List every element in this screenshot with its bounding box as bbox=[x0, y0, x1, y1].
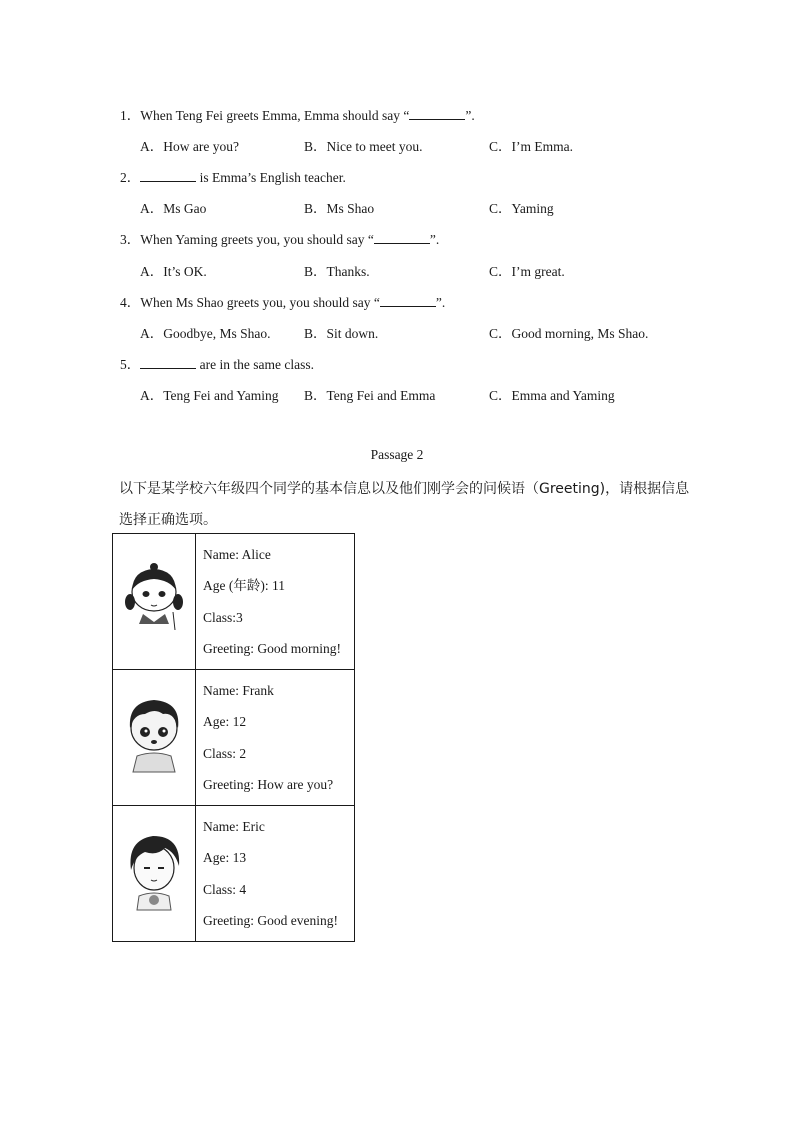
passage-intro-line-1: 以下是某学校六年级四个同学的基本信息以及他们刚学会的问候语（Greeting)，请根据信息 bbox=[119, 481, 690, 497]
option-a: A．Ms Gao bbox=[140, 201, 207, 216]
option-c: C．Good morning, Ms Shao. bbox=[489, 326, 649, 341]
answer-blank bbox=[374, 232, 430, 244]
student-age: Age: 13 bbox=[203, 850, 247, 866]
student-info-cell bbox=[196, 534, 355, 670]
question-5: 5． are in the same class. bbox=[120, 357, 314, 372]
option-b: B．Thanks. bbox=[304, 264, 370, 279]
boy-swept-hair-avatar-icon bbox=[119, 824, 189, 924]
student-class: Class:3 bbox=[203, 609, 243, 625]
answer-blank bbox=[409, 108, 465, 120]
option-c: C．Emma and Yaming bbox=[489, 388, 615, 403]
option-a: A．Goodbye, Ms Shao. bbox=[140, 326, 271, 341]
question-1: 1．When Teng Fei greets Emma, Emma should say “ ”. bbox=[120, 108, 475, 123]
option-a: A．It’s OK. bbox=[140, 264, 207, 279]
student-name: Name: Alice bbox=[203, 547, 271, 562]
student-name: Name: Eric bbox=[203, 819, 265, 834]
option-a: A．How are you? bbox=[140, 139, 239, 154]
option-c: C．Yaming bbox=[489, 201, 554, 216]
student-name: Name: Frank bbox=[203, 683, 274, 698]
option-c: C．I’m great. bbox=[489, 264, 565, 279]
question-4: 4．When Ms Shao greets you, you should say “ ”. bbox=[120, 295, 446, 310]
option-c: C．I’m Emma. bbox=[489, 139, 573, 154]
passage-intro-line-2: 选择正确选项。 bbox=[119, 512, 217, 528]
avatar-cell bbox=[113, 534, 196, 670]
option-b: B．Teng Fei and Emma bbox=[304, 388, 436, 403]
student-info-cell bbox=[196, 806, 355, 942]
answer-blank bbox=[380, 295, 436, 307]
student-greeting: Greeting: How are you? bbox=[203, 776, 334, 792]
answer-blank bbox=[140, 170, 196, 182]
student-greeting: Greeting: Good morning! bbox=[203, 640, 341, 656]
avatar-cell bbox=[113, 670, 196, 806]
question-3: 3．When Yaming greets you, you should say “ ”. bbox=[120, 232, 440, 247]
table-row bbox=[113, 534, 355, 670]
student-greeting: Greeting: Good evening! bbox=[203, 912, 338, 928]
question-2: 2． is Emma’s English teacher. bbox=[120, 170, 346, 185]
table-row bbox=[113, 806, 355, 942]
student-class: Class: 4 bbox=[203, 881, 247, 897]
student-age: Age: 12 bbox=[203, 714, 247, 730]
option-a: A．Teng Fei and Yaming bbox=[140, 388, 279, 403]
student-age: Age (年龄): 11 bbox=[203, 578, 285, 594]
answer-blank bbox=[140, 357, 196, 369]
student-class: Class: 2 bbox=[203, 745, 247, 761]
option-b: B．Nice to meet you. bbox=[304, 139, 423, 154]
girl-pigtails-avatar-icon bbox=[119, 552, 189, 652]
boy-short-hair-avatar-icon bbox=[119, 688, 189, 788]
table-row bbox=[113, 670, 355, 806]
student-info-cell bbox=[196, 670, 355, 806]
student-info-table bbox=[112, 533, 355, 942]
passage-title: Passage 2 bbox=[370, 447, 424, 462]
option-b: B．Ms Shao bbox=[304, 201, 375, 216]
option-b: B．Sit down. bbox=[304, 326, 379, 341]
avatar-cell bbox=[113, 806, 196, 942]
